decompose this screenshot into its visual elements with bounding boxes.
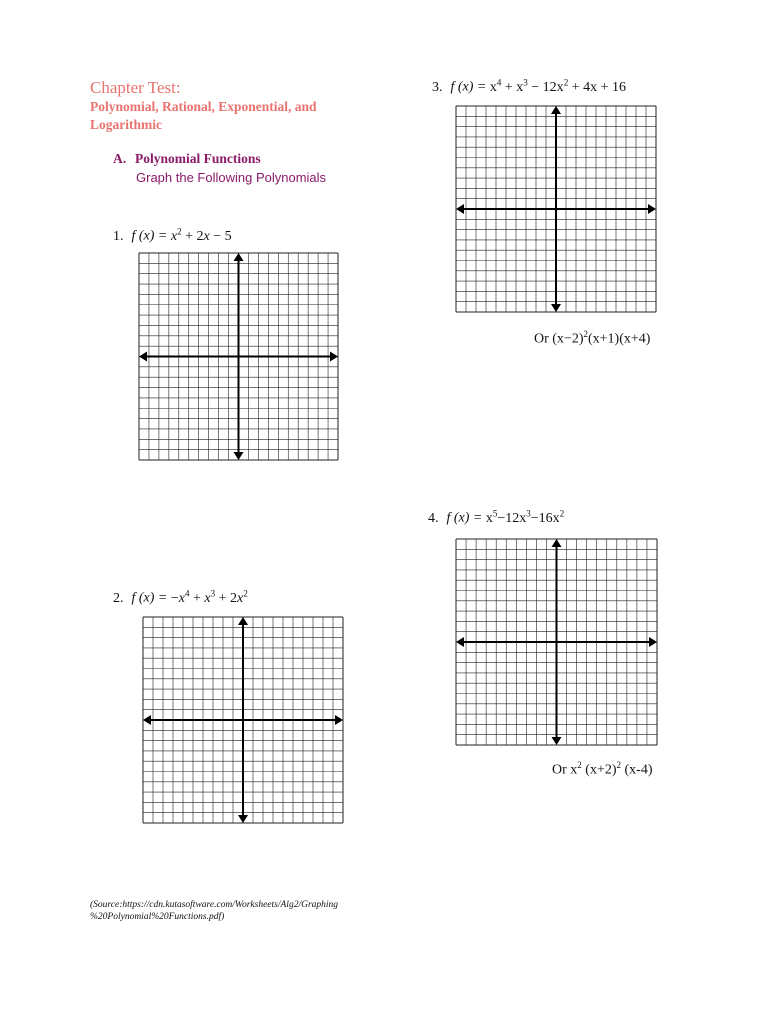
chapter-title: Chapter Test: bbox=[90, 78, 181, 97]
problem-expression: $-x^4 + x^3 + 2x^2$ bbox=[170, 588, 248, 606]
problem-number: 4. bbox=[428, 510, 439, 526]
factored-form-3: Or $(x-2)^2(x+1)(x+4)$ bbox=[534, 329, 651, 347]
x-axis-arrow-left bbox=[456, 637, 464, 647]
function-name: f (x) = bbox=[446, 510, 486, 526]
problem-number: 1. bbox=[113, 228, 124, 244]
y-axis-arrow-up bbox=[552, 539, 562, 547]
y-axis-arrow-down bbox=[551, 304, 561, 312]
problem-2-label bbox=[113, 588, 248, 607]
section-heading bbox=[113, 151, 261, 167]
x-axis-arrow-left bbox=[456, 204, 464, 214]
graph-grid-4[interactable] bbox=[455, 538, 658, 746]
function-name: f (x) = bbox=[450, 79, 490, 95]
y-axis-arrow-up bbox=[238, 617, 248, 625]
y-axis-arrow-up bbox=[551, 106, 561, 114]
x-axis-arrow-right bbox=[335, 715, 343, 725]
y-axis-arrow-down bbox=[552, 737, 562, 745]
section-title: Polynomial Functions bbox=[135, 151, 261, 166]
function-name: f (x) = bbox=[131, 590, 171, 606]
y-axis-arrow-up bbox=[234, 253, 244, 261]
x-axis-arrow-left bbox=[143, 715, 151, 725]
y-axis-arrow-down bbox=[238, 815, 248, 823]
problem-expression: $x^2 + 2x - 5$ bbox=[170, 226, 232, 244]
problem-expression: $x^4 + x^3 - 12x^2 + 4x + 16$ bbox=[489, 77, 626, 95]
x-axis-arrow-right bbox=[330, 352, 338, 362]
x-axis-arrow-right bbox=[649, 637, 657, 647]
problem-expression: $x^5-12x^3-16x^2$ bbox=[485, 508, 565, 526]
x-axis-arrow-right bbox=[648, 204, 656, 214]
factored-form-4: Or $x^2$ $(x+2)^2$ (x-4) bbox=[552, 760, 653, 778]
problem-1-label bbox=[113, 226, 232, 245]
graph-grid-3[interactable] bbox=[455, 105, 657, 313]
y-axis-arrow-down bbox=[234, 452, 244, 460]
problem-4-label bbox=[428, 508, 564, 527]
x-axis-arrow-left bbox=[139, 352, 147, 362]
problem-number: 3. bbox=[432, 79, 443, 95]
section-instruction: Graph the Following Polynomials bbox=[136, 170, 327, 185]
graph-grid-2[interactable] bbox=[142, 616, 344, 824]
source-citation: (Source:https://cdn.kutasoftware.com/Worksheets/Alg2/Graphing %20Polynomial%20Functions.pdf) bbox=[90, 900, 339, 922]
function-name: f (x) = bbox=[131, 228, 171, 244]
graph-grid-1[interactable] bbox=[138, 252, 339, 461]
chapter-subtitle: Polynomial, Rational, Exponential, and Logarithmic bbox=[90, 99, 317, 132]
problem-number: 2. bbox=[113, 590, 124, 606]
section-letter: A. bbox=[113, 151, 127, 166]
problem-3-label bbox=[432, 77, 626, 96]
